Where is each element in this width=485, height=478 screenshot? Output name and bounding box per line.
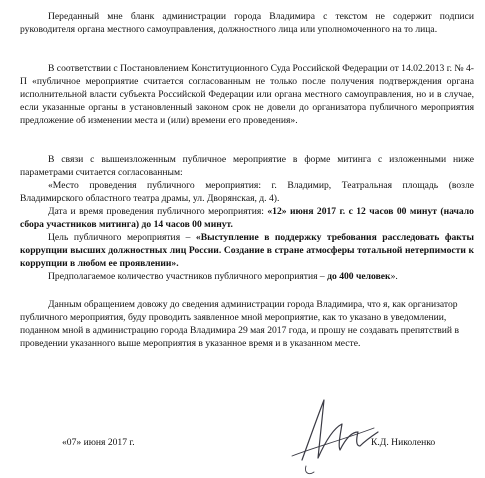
paragraph-purpose [20, 231, 474, 270]
paragraph-court-ruling: В соответствии с Постановлением Конституционного Суда Российской Федерации от 14.02.2013 г. № 4-П «публичное мероприятие считается согласованным не только после получения подтверждения органа исполнительной власти субъекта Российской Федерации или органа местного самоуправления, но и в случае, если указанные органы в установленный законом срок не довели до организатора публичного мероприятия предложение об изменении места и (или) времени его проведения». [20, 63, 474, 126]
participants-value: до 400 человек [327, 271, 391, 282]
date-time-label: Дата и время проведения публичного мероприятия: [48, 206, 268, 217]
purpose-label: Цель публичного мероприятия – [48, 232, 196, 243]
paragraph-location: «Место проведения публичного мероприятия: г. Владимир, Театральная площадь (возле Владимирского областного театра драмы, ул. Дворянская, д. 4). [20, 180, 474, 204]
purpose-value: «Выступление в поддержку требования расследовать факты коррупции высших должностных лиц России. Создание в стране атмосферы тотальной нетерпимости к коррупции в любом ее проявлении». [20, 232, 475, 269]
signature-image [262, 388, 382, 478]
date-time-value: «12» июня 2017 г. с 12 часов 00 минут (начало сбора участников митинга) до 14 часов 00 минут. [20, 206, 474, 230]
paragraph-notice-request: Данным обращением довожу до сведения администрации города Владимира, что я, как организатор публичного мероприятия, буду проводить заявленное мной мероприятие, как то указано в уведомлении, поданном мной в администрацию города Владимира 29 мая 2017 года, и прошу не создавать препятствий в проведении указанного выше мероприятия в указанное время и в указанном месте. [20, 299, 459, 349]
paragraph-participants [20, 270, 474, 283]
document-date: «07» июня 2017 г. [62, 437, 135, 448]
participants-label: Предполагаемое количество участников публичного мероприятия – [48, 271, 328, 282]
participants-end: ». [390, 271, 398, 282]
paragraph-consequence: В связи с вышеизложенным публичное мероприятие в форме митинга с изложенными ниже параметрами считается согласованным: [20, 154, 474, 178]
paragraph-blank-notice: Переданный мне бланк администрации города Владимира с текстом не содержит подписи руководителя органа местного самоуправления, должностного лица или уполномоченного на то лица. [20, 11, 474, 35]
paragraph-date-time [20, 205, 474, 231]
signatory-name: К.Д. Николенко [371, 437, 436, 448]
